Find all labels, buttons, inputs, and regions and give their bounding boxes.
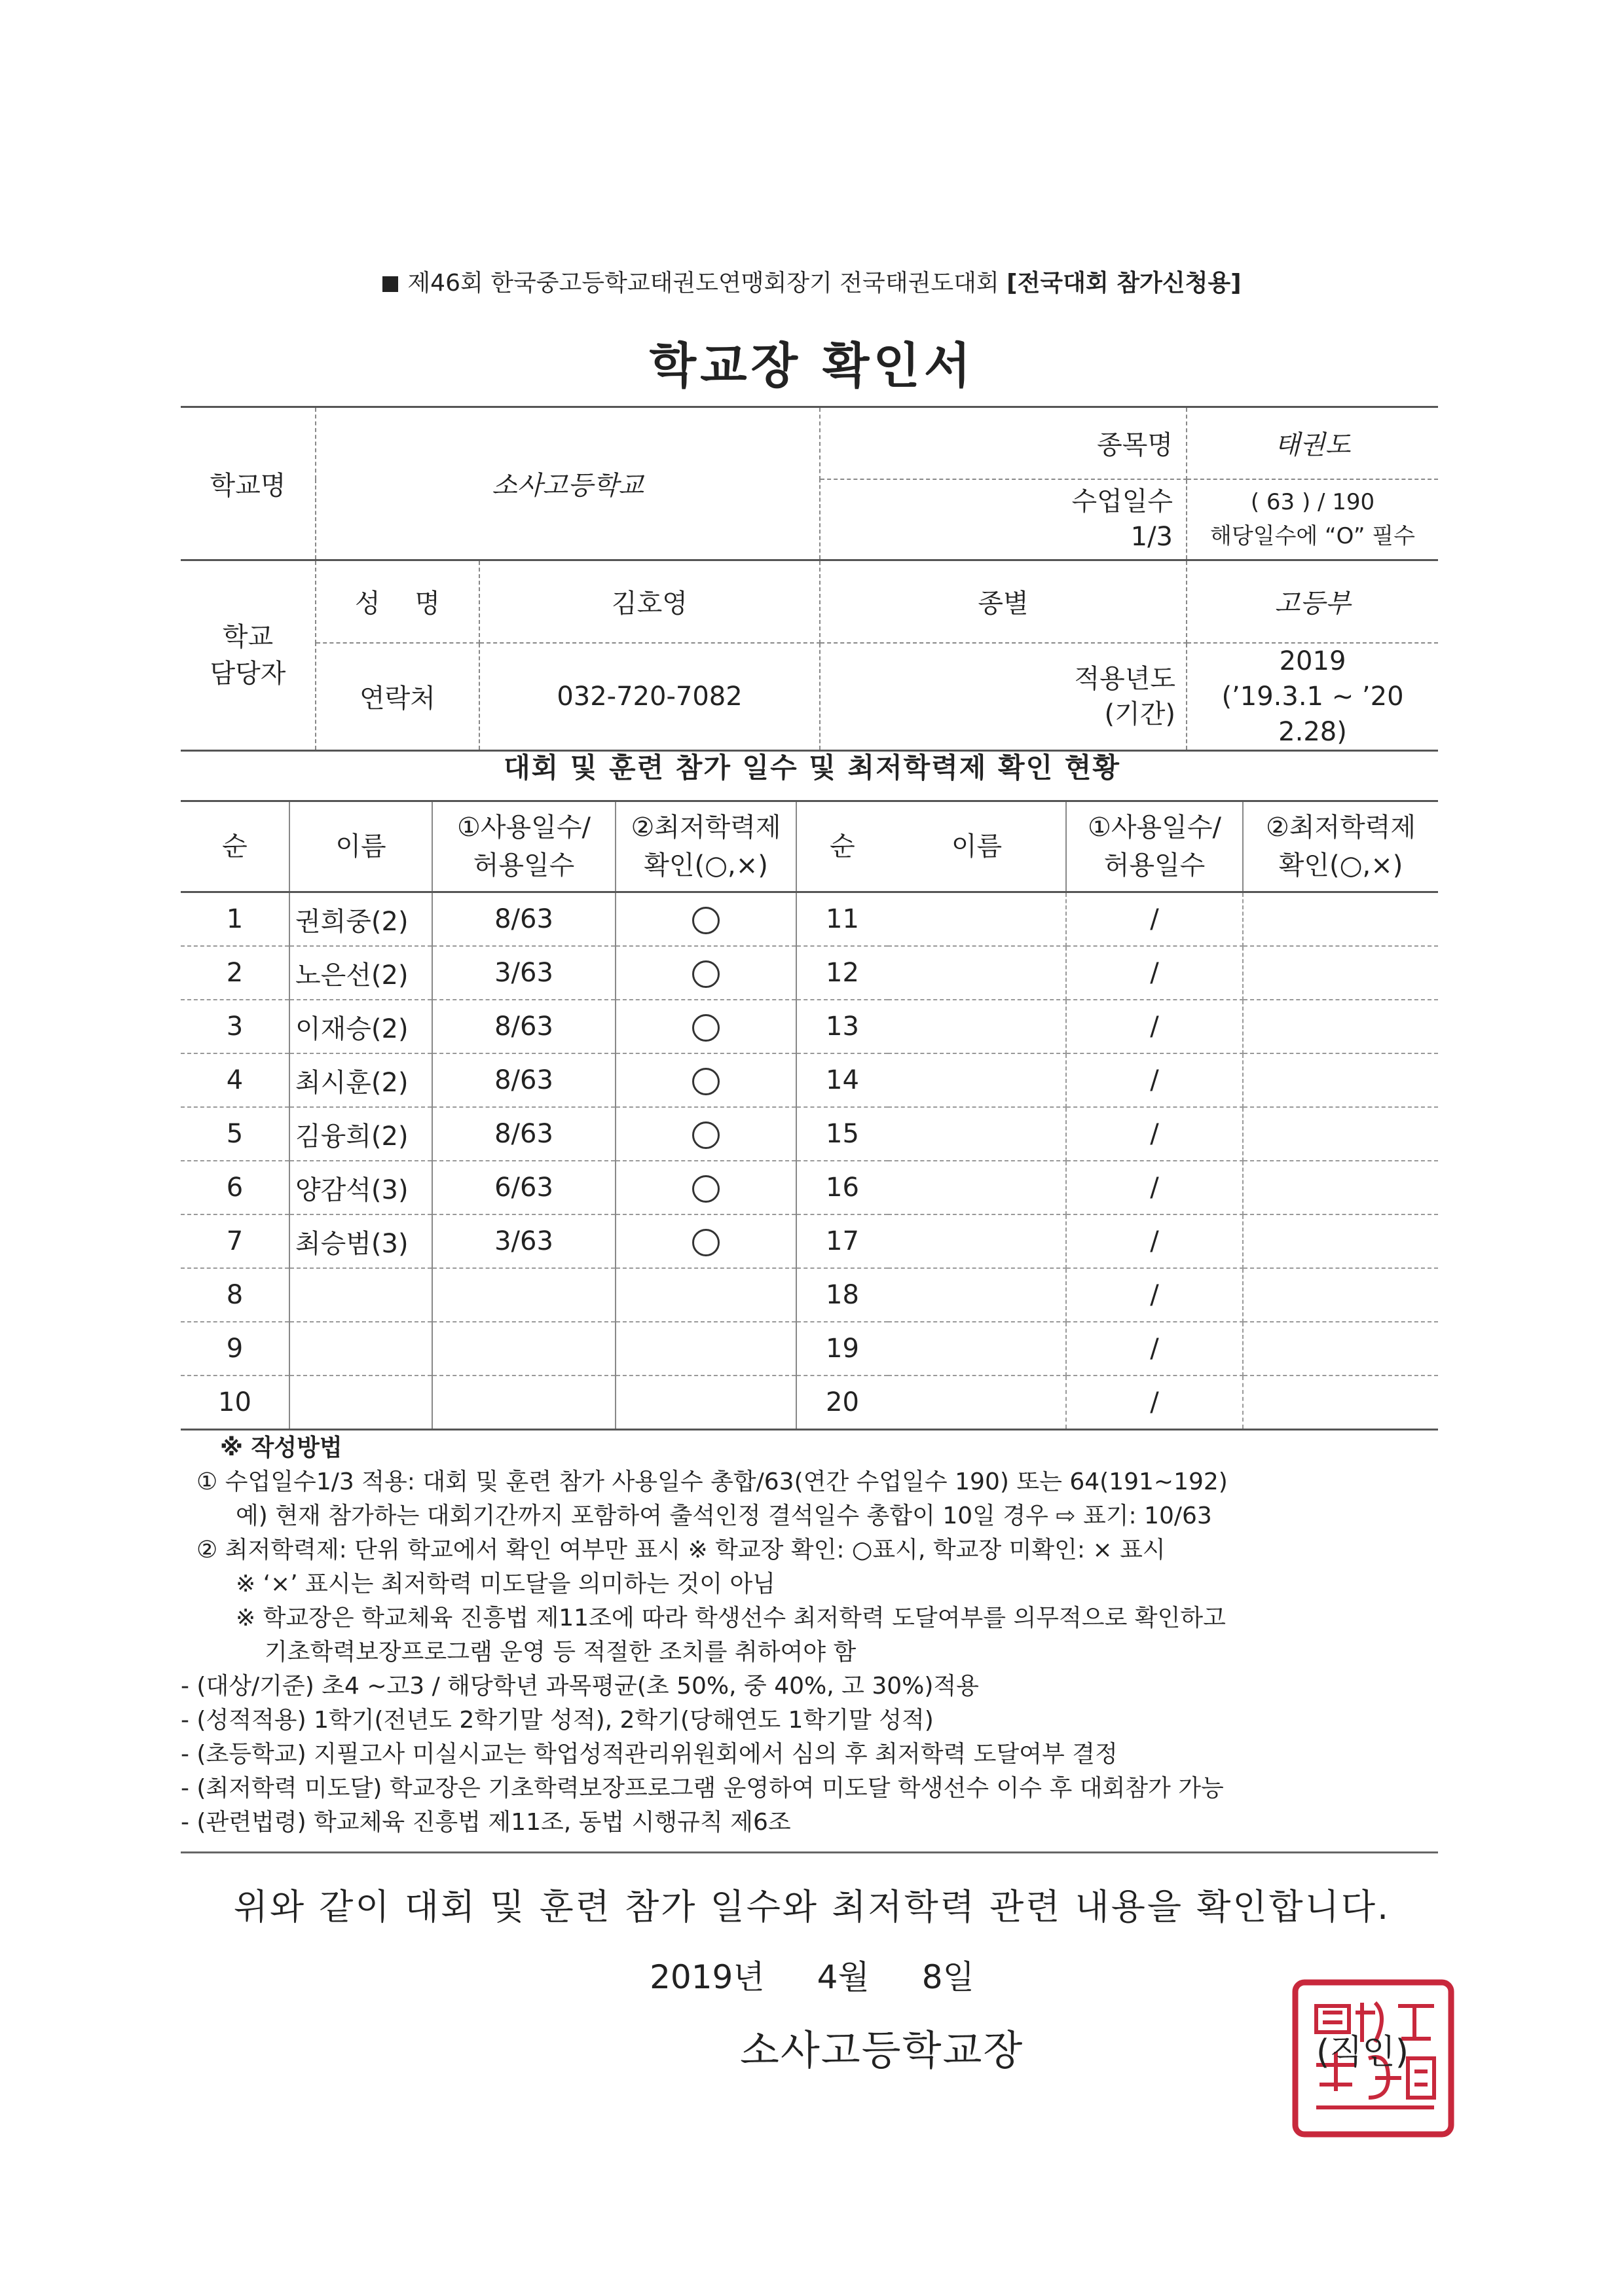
row-check [616, 1376, 796, 1430]
roster-row [181, 1214, 1438, 1268]
row-check-right [1243, 1376, 1438, 1430]
row-name [289, 1322, 432, 1376]
roster-row [181, 1376, 1438, 1430]
circle-check-icon [692, 1014, 720, 1042]
row-no: 1 [181, 892, 289, 947]
sport-value: 태권도 [1187, 407, 1438, 479]
date-day: 8일 [921, 1958, 974, 1996]
row-check [616, 1322, 796, 1376]
school-label: 학교명 [181, 407, 316, 560]
row-check-right [1243, 1107, 1438, 1161]
roster-row [181, 1000, 1438, 1053]
row-days: 6/63 [432, 1161, 616, 1214]
row-no-right: 16 [796, 1161, 888, 1214]
header-days [432, 801, 616, 892]
document-title: 학교장 확인서 [649, 338, 975, 394]
header-check-line1: ②최저학력제 [631, 812, 781, 843]
row-name-right [888, 1000, 1066, 1053]
row-days: 3/63 [432, 1214, 616, 1268]
row-no-right: 20 [796, 1376, 888, 1430]
row-no: 2 [181, 946, 289, 1000]
year-label-line2: (기간) [1104, 699, 1175, 729]
row-no-right: 19 [796, 1322, 888, 1376]
confirmation-statement: 위와 같이 대회 및 훈련 참가 일수와 최저학력 관련 내용을 확인합니다. [233, 1886, 1391, 1927]
header-check-right [1243, 801, 1438, 892]
row-check-right [1243, 946, 1438, 1000]
row-days-right: / [1066, 1376, 1243, 1430]
row-no: 9 [181, 1322, 289, 1376]
principal-signature: 소사고등학교장 [740, 2026, 1024, 2074]
header-name-right: 이름 [888, 801, 1066, 892]
row-name-right [888, 946, 1066, 1000]
method-heading: ※ 작성방법 [220, 1434, 342, 1461]
year-label-line1: 적용년도 [1074, 663, 1175, 694]
row-name-right [888, 1053, 1066, 1107]
header-days-line2: 허용일수 [473, 850, 575, 881]
row-no: 6 [181, 1161, 289, 1214]
circle-check-icon [692, 1175, 720, 1203]
method-item2: ② 최저학력제: 단위 학교에서 확인 여부만 표시 ※ 학교장 확인: ○표시, 학교장 미확인: × 표시 [196, 1537, 1166, 1563]
date-month: 4월 [817, 1958, 870, 1996]
row-check-right [1243, 892, 1438, 947]
method-note2: ※ 학교장은 학교체육 진흥법 제11조에 따라 학생선수 최저학력 도달여부를 의무적으로 확인하고 [236, 1605, 1226, 1631]
contact-label-line2: 담당자 [210, 658, 286, 689]
row-days: 8/63 [432, 892, 616, 947]
row-check [616, 1161, 796, 1214]
row-days-right: / [1066, 1161, 1243, 1214]
contact-label [181, 560, 316, 751]
school-days-label [820, 479, 1187, 560]
method-item1-example: 예) 현재 참가하는 대회기간까지 포함하여 출석인정 결석일수 총합이 10일 경우 ⇨ 표기: 10/63 [236, 1503, 1212, 1529]
header-check [616, 801, 796, 892]
header-days-right-line2: 허용일수 [1103, 850, 1206, 881]
row-days-right: / [1066, 1214, 1243, 1268]
roster-row [181, 1268, 1438, 1322]
date-year: 2019년 [650, 1958, 765, 1996]
phone-value: 032-720-7082 [479, 643, 820, 751]
row-no-right: 14 [796, 1053, 888, 1107]
row-days [432, 1268, 616, 1322]
row-name-right [888, 1214, 1066, 1268]
row-check-right [1243, 1214, 1438, 1268]
method-note1: ※ ‘×’ 표시는 최저학력 미도달을 의미하는 것이 아님 [236, 1571, 776, 1597]
row-name-right [888, 1107, 1066, 1161]
square-bullet-icon [382, 276, 398, 292]
row-days: 8/63 [432, 1107, 616, 1161]
method-dash-below: - (최저학력 미도달) 학교장은 기초학력보장프로그램 운영하여 미도달 학생선수 이수 후 대회참가 가능 [181, 1775, 1224, 1802]
row-no: 8 [181, 1268, 289, 1322]
row-days-right: / [1066, 1322, 1243, 1376]
row-name [289, 1376, 432, 1430]
row-check-right [1243, 1161, 1438, 1214]
row-days [432, 1322, 616, 1376]
row-name: 김융희(2) [289, 1107, 432, 1161]
row-check [616, 946, 796, 1000]
header-no: 순 [181, 801, 289, 892]
row-name-right [888, 1376, 1066, 1430]
method-dash-target: - (대상/기준) 초4 ~고3 / 해당학년 과목평균(초 50%, 중 40%, 고 30%)적용 [181, 1673, 979, 1700]
school-days-label-line2: 1/3 [1130, 522, 1173, 553]
sport-label: 종목명 [820, 407, 1187, 479]
header-check-line2: 확인(○,×) [644, 850, 768, 881]
method-dash-law: - (관련법령) 학교체육 진흥법 제11조, 동법 시행규칙 제6조 [181, 1809, 791, 1836]
row-check [616, 1107, 796, 1161]
row-check-right [1243, 1322, 1438, 1376]
purpose-tag: [전국대회 참가신청용] [1006, 270, 1242, 297]
row-no-right: 17 [796, 1214, 888, 1268]
contact-label-line1: 학교 [222, 621, 274, 652]
header-days-right [1066, 801, 1243, 892]
row-name: 권희중(2) [289, 892, 432, 947]
row-check [616, 1214, 796, 1268]
row-check-right [1243, 1000, 1438, 1053]
row-days-right: / [1066, 1000, 1243, 1053]
seal-label: (직인) [1316, 2033, 1409, 2072]
header-check-right-line2: 확인(○,×) [1278, 850, 1403, 881]
header-check-right-line1: ②최저학력제 [1265, 812, 1416, 843]
row-name-right [888, 1268, 1066, 1322]
roster-row [181, 1322, 1438, 1376]
row-days-right: / [1066, 1107, 1243, 1161]
row-no: 7 [181, 1214, 289, 1268]
row-name: 이재승(2) [289, 1000, 432, 1053]
row-no-right: 13 [796, 1000, 888, 1053]
row-no-right: 11 [796, 892, 888, 947]
circle-check-icon [692, 1068, 720, 1095]
method-item1: ① 수업일수1/3 적용: 대회 및 훈련 참가 사용일수 총합/63(연간 수업일수 190) 또는 64(191~192) [196, 1468, 1228, 1495]
row-check [616, 1053, 796, 1107]
row-no: 5 [181, 1107, 289, 1161]
row-no-right: 18 [796, 1268, 888, 1322]
row-check-right [1243, 1053, 1438, 1107]
row-check [616, 1268, 796, 1322]
circle-check-icon [692, 907, 720, 934]
row-no: 4 [181, 1053, 289, 1107]
school-days-value [1187, 479, 1438, 560]
circle-check-icon [692, 1229, 720, 1256]
notes-divider [181, 1851, 1438, 1853]
row-name [289, 1268, 432, 1322]
school-days-label-line1: 수업일수 [1071, 486, 1173, 517]
year-value [1187, 643, 1438, 751]
event-name: 제46회 한국중고등학교태권도연맹회장기 전국태권도대회 [407, 270, 999, 297]
roster-row [181, 892, 1438, 947]
row-name: 최시훈(2) [289, 1053, 432, 1107]
method-note2-cont: 기초학력보장프로그램 운영 등 적절한 조치를 취하여야 함 [265, 1639, 857, 1666]
row-no-right: 15 [796, 1107, 888, 1161]
row-name-right [888, 1322, 1066, 1376]
method-notes [181, 1431, 1441, 1840]
header-no-right: 순 [796, 801, 888, 892]
method-dash-elementary: - (초등학교) 지필고사 미실시교는 학업성적관리위원회에서 심의 후 최저학력 도달여부 결정 [181, 1741, 1118, 1768]
row-name-right [888, 1161, 1066, 1214]
circle-check-icon [692, 960, 720, 988]
row-no: 10 [181, 1376, 289, 1430]
roster-row [181, 1107, 1438, 1161]
row-name: 양감석(3) [289, 1161, 432, 1214]
name-label: 성 명 [316, 560, 479, 643]
row-no-right: 12 [796, 946, 888, 1000]
header-name: 이름 [289, 801, 432, 892]
name-value: 김호영 [479, 560, 820, 643]
year-value-period: (’19.3.1 ~ ’20 2.28) [1221, 681, 1404, 747]
row-days-right: / [1066, 946, 1243, 1000]
row-days-right: / [1066, 892, 1243, 947]
roster-row [181, 1161, 1438, 1214]
roster-row [181, 1053, 1438, 1107]
circle-check-icon [692, 1121, 720, 1149]
header-days-right-line1: ①사용일수/ [1088, 812, 1221, 843]
row-name: 최승범(3) [289, 1214, 432, 1268]
school-days-count: ( 63 ) / 190 [1250, 489, 1375, 516]
row-days-right: / [1066, 1053, 1243, 1107]
category-label: 종별 [820, 560, 1187, 643]
row-no: 3 [181, 1000, 289, 1053]
row-days: 8/63 [432, 1053, 616, 1107]
roster-row [181, 946, 1438, 1000]
row-check [616, 1000, 796, 1053]
row-check-right [1243, 1268, 1438, 1322]
row-name: 노은선(2) [289, 946, 432, 1000]
row-days: 8/63 [432, 1000, 616, 1053]
roster-title: 대회 및 훈련 참가 일수 및 최저학력제 확인 현황 [504, 752, 1120, 784]
row-days: 3/63 [432, 946, 616, 1000]
school-days-note: 해당일수에 “O” 필수 [1210, 523, 1415, 550]
header-days-line1: ①사용일수/ [457, 812, 591, 843]
method-dash-grades: - (성적적용) 1학기(전년도 2학기말 성적), 2학기(당해연도 1학기말 성적) [181, 1707, 934, 1734]
phone-label: 연락처 [316, 643, 479, 751]
year-value-year: 2019 [1279, 646, 1346, 676]
roster-table [181, 800, 1438, 1430]
row-name-right [888, 892, 1066, 947]
row-days [432, 1376, 616, 1430]
event-header [0, 264, 1624, 298]
row-days-right: / [1066, 1268, 1243, 1322]
info-table [181, 406, 1438, 752]
school-value: 소사고등학교 [316, 407, 820, 560]
category-value: 고등부 [1187, 560, 1438, 643]
row-check [616, 892, 796, 947]
year-label [820, 643, 1187, 751]
